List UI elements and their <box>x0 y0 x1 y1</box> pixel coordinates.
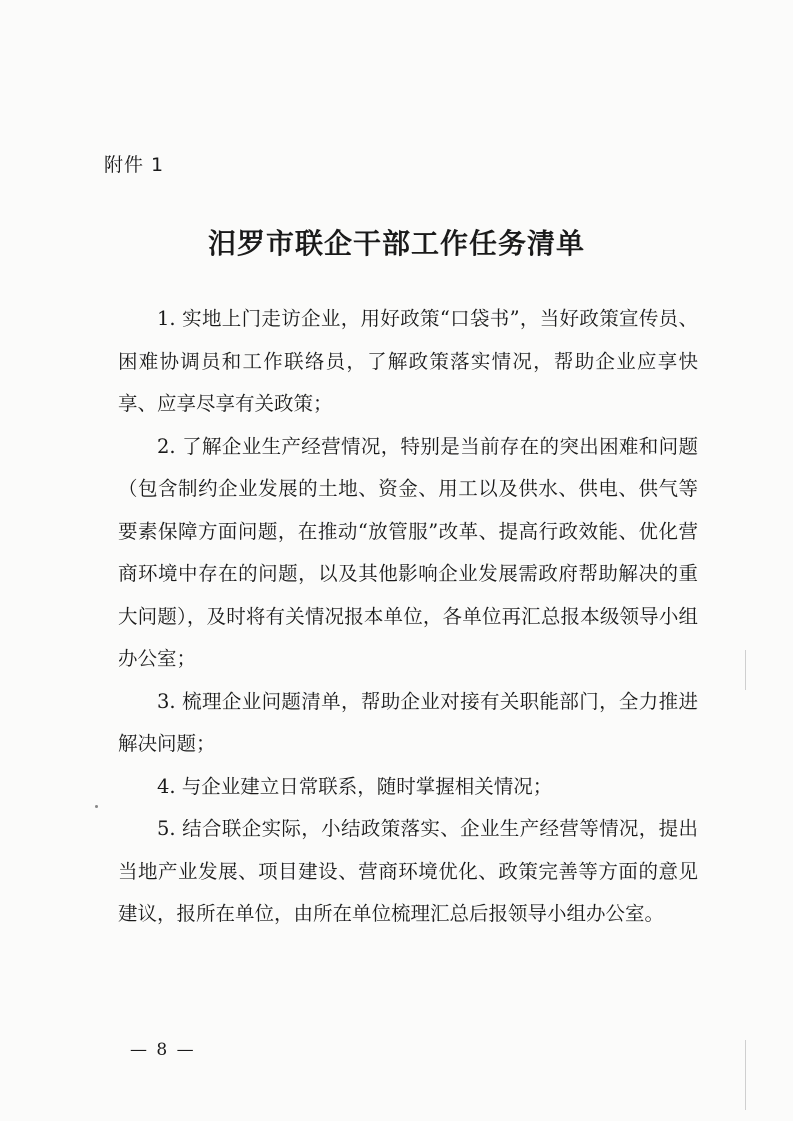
attachment-label: 附件 1 <box>104 154 165 176</box>
task-item-1: 1. 实地上门走访企业，用好政策“口袋书”，当好政策宣传员、困难协调员和工作联络员，了解政策落实情况，帮助企业应享快享、应享尽享有关政策； <box>118 307 698 415</box>
task-item-4: 4. 与企业建立日常联系，随时掌握相关情况； <box>157 774 553 798</box>
task-item-5: 5. 结合联企实际，小结政策落实、企业生产经营等情况，提出当地产业发展、项目建设、营商环境优化、政策完善等方面的意见建议，报所在单位，由所在单位梳理汇总后报领导小组办公室。 <box>118 817 698 925</box>
task-list <box>118 298 698 936</box>
task-item-3: 3. 梳理企业问题清单，帮助企业对接有关职能部门，全力推进解决问题； <box>118 689 698 755</box>
task-item-2: 2. 了解企业生产经营情况，特别是当前存在的突出困难和问题（包含制约企业发展的土地、资金、用工以及供水、供电、供气等要素保障方面问题，在推动“放管服”改革、提高行政效能、优化营商环境中存在的问题，以及其他影响企业发展需政府帮助解决的重大问题），及时将有关情况报本单位，各单位再汇总报本级领导小组办公室； <box>118 434 698 670</box>
scan-artifact-line <box>745 1040 746 1110</box>
page-number: — 8 — <box>130 1040 196 1060</box>
scan-artifact-dot <box>95 805 98 808</box>
scan-artifact-line <box>745 650 746 690</box>
document-title: 汨罗市联企干部工作任务清单 <box>207 227 585 260</box>
